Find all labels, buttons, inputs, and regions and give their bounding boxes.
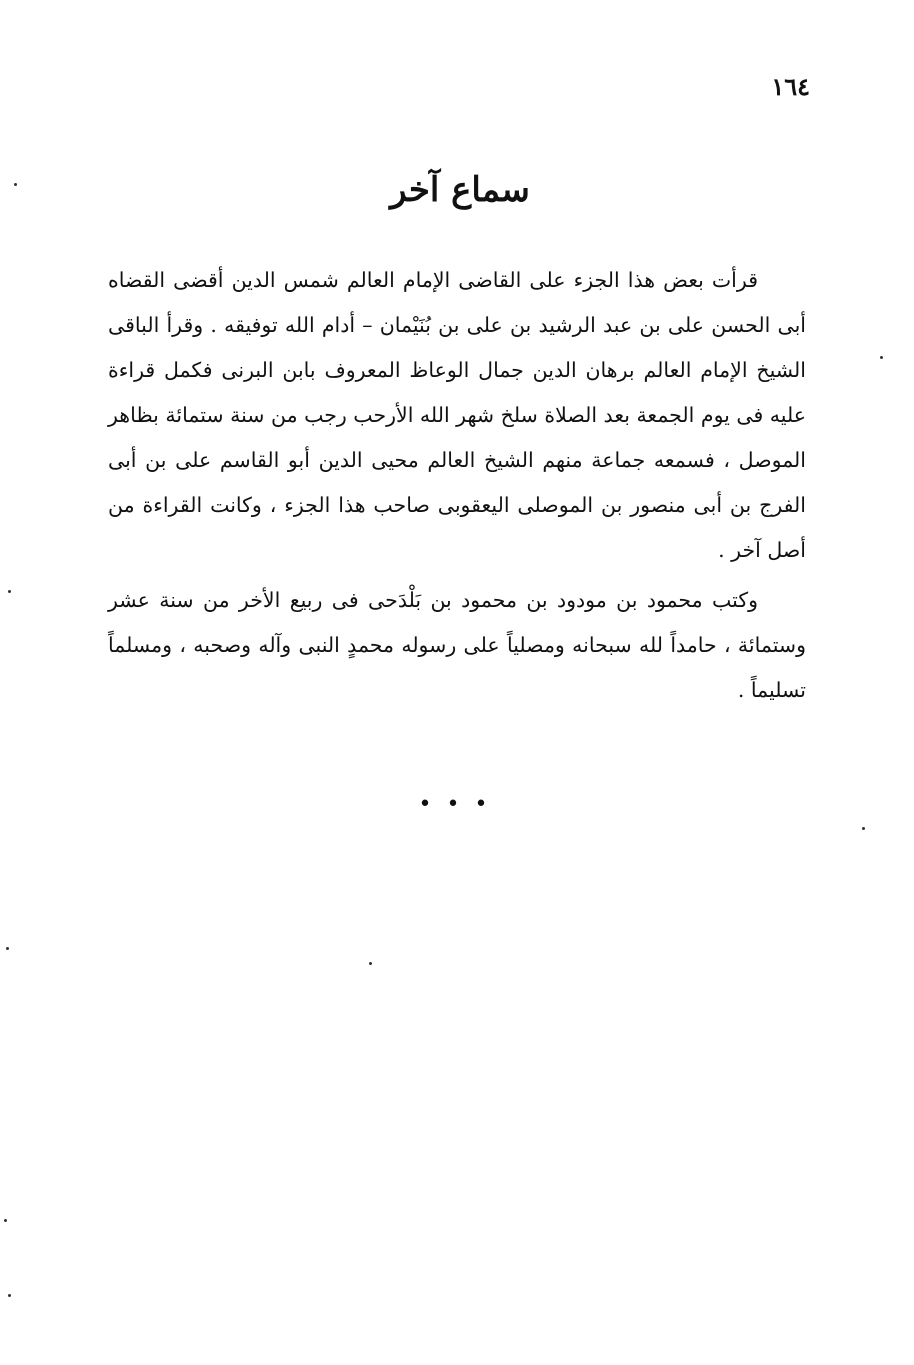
paragraph-1: قرأت بعض هذا الجزء على القاضى الإمام العالم شمس الدين أقضى القضاه أبى الحسن على بن عبد الرشيد بن على بن بُنَيْمان – أدام الله توفيقه . وقرأ الباقى الشيخ الإمام العالم برهان الدين جمال الوعاظ المعروف بابن البرنى فكمل قراءة عليه فى يوم الجمعة بعد الصلاة سلخ شهر الله الأرحب رجب من سنة ستمائة بظاهر الموصل ، فسمعه جماعة منهم الشيخ العالم محيى الدين أبو القاسم على بن أبى الفرج بن أبى منصور بن الموصلى اليعقوبى صاحب هذا الجزء ، وكانت القراءة من أصل آخر .	[108, 268, 806, 562]
scan-speck	[14, 183, 17, 186]
scan-speck	[880, 356, 883, 359]
paragraph-2: وكتب محمود بن مودود بن محمود بن بَلْدَحى فى ربيع الأخر من سنة عشر وستمائة ، حامداً لله سبحانه ومصلياً على رسوله محمدٍ النبى وآله وصحبه ، ومسلماً تسليماً .	[108, 588, 806, 702]
scan-speck	[8, 1294, 11, 1297]
scan-speck	[862, 827, 865, 830]
section-title: سماع آخر	[390, 170, 530, 210]
page-number: ١٦٤	[771, 72, 810, 101]
section-separator: • • •	[418, 792, 492, 817]
scan-speck	[8, 590, 11, 593]
body-text	[108, 258, 806, 713]
scan-speck	[6, 947, 9, 950]
scan-speck	[369, 962, 372, 965]
scan-speck	[4, 1219, 7, 1222]
